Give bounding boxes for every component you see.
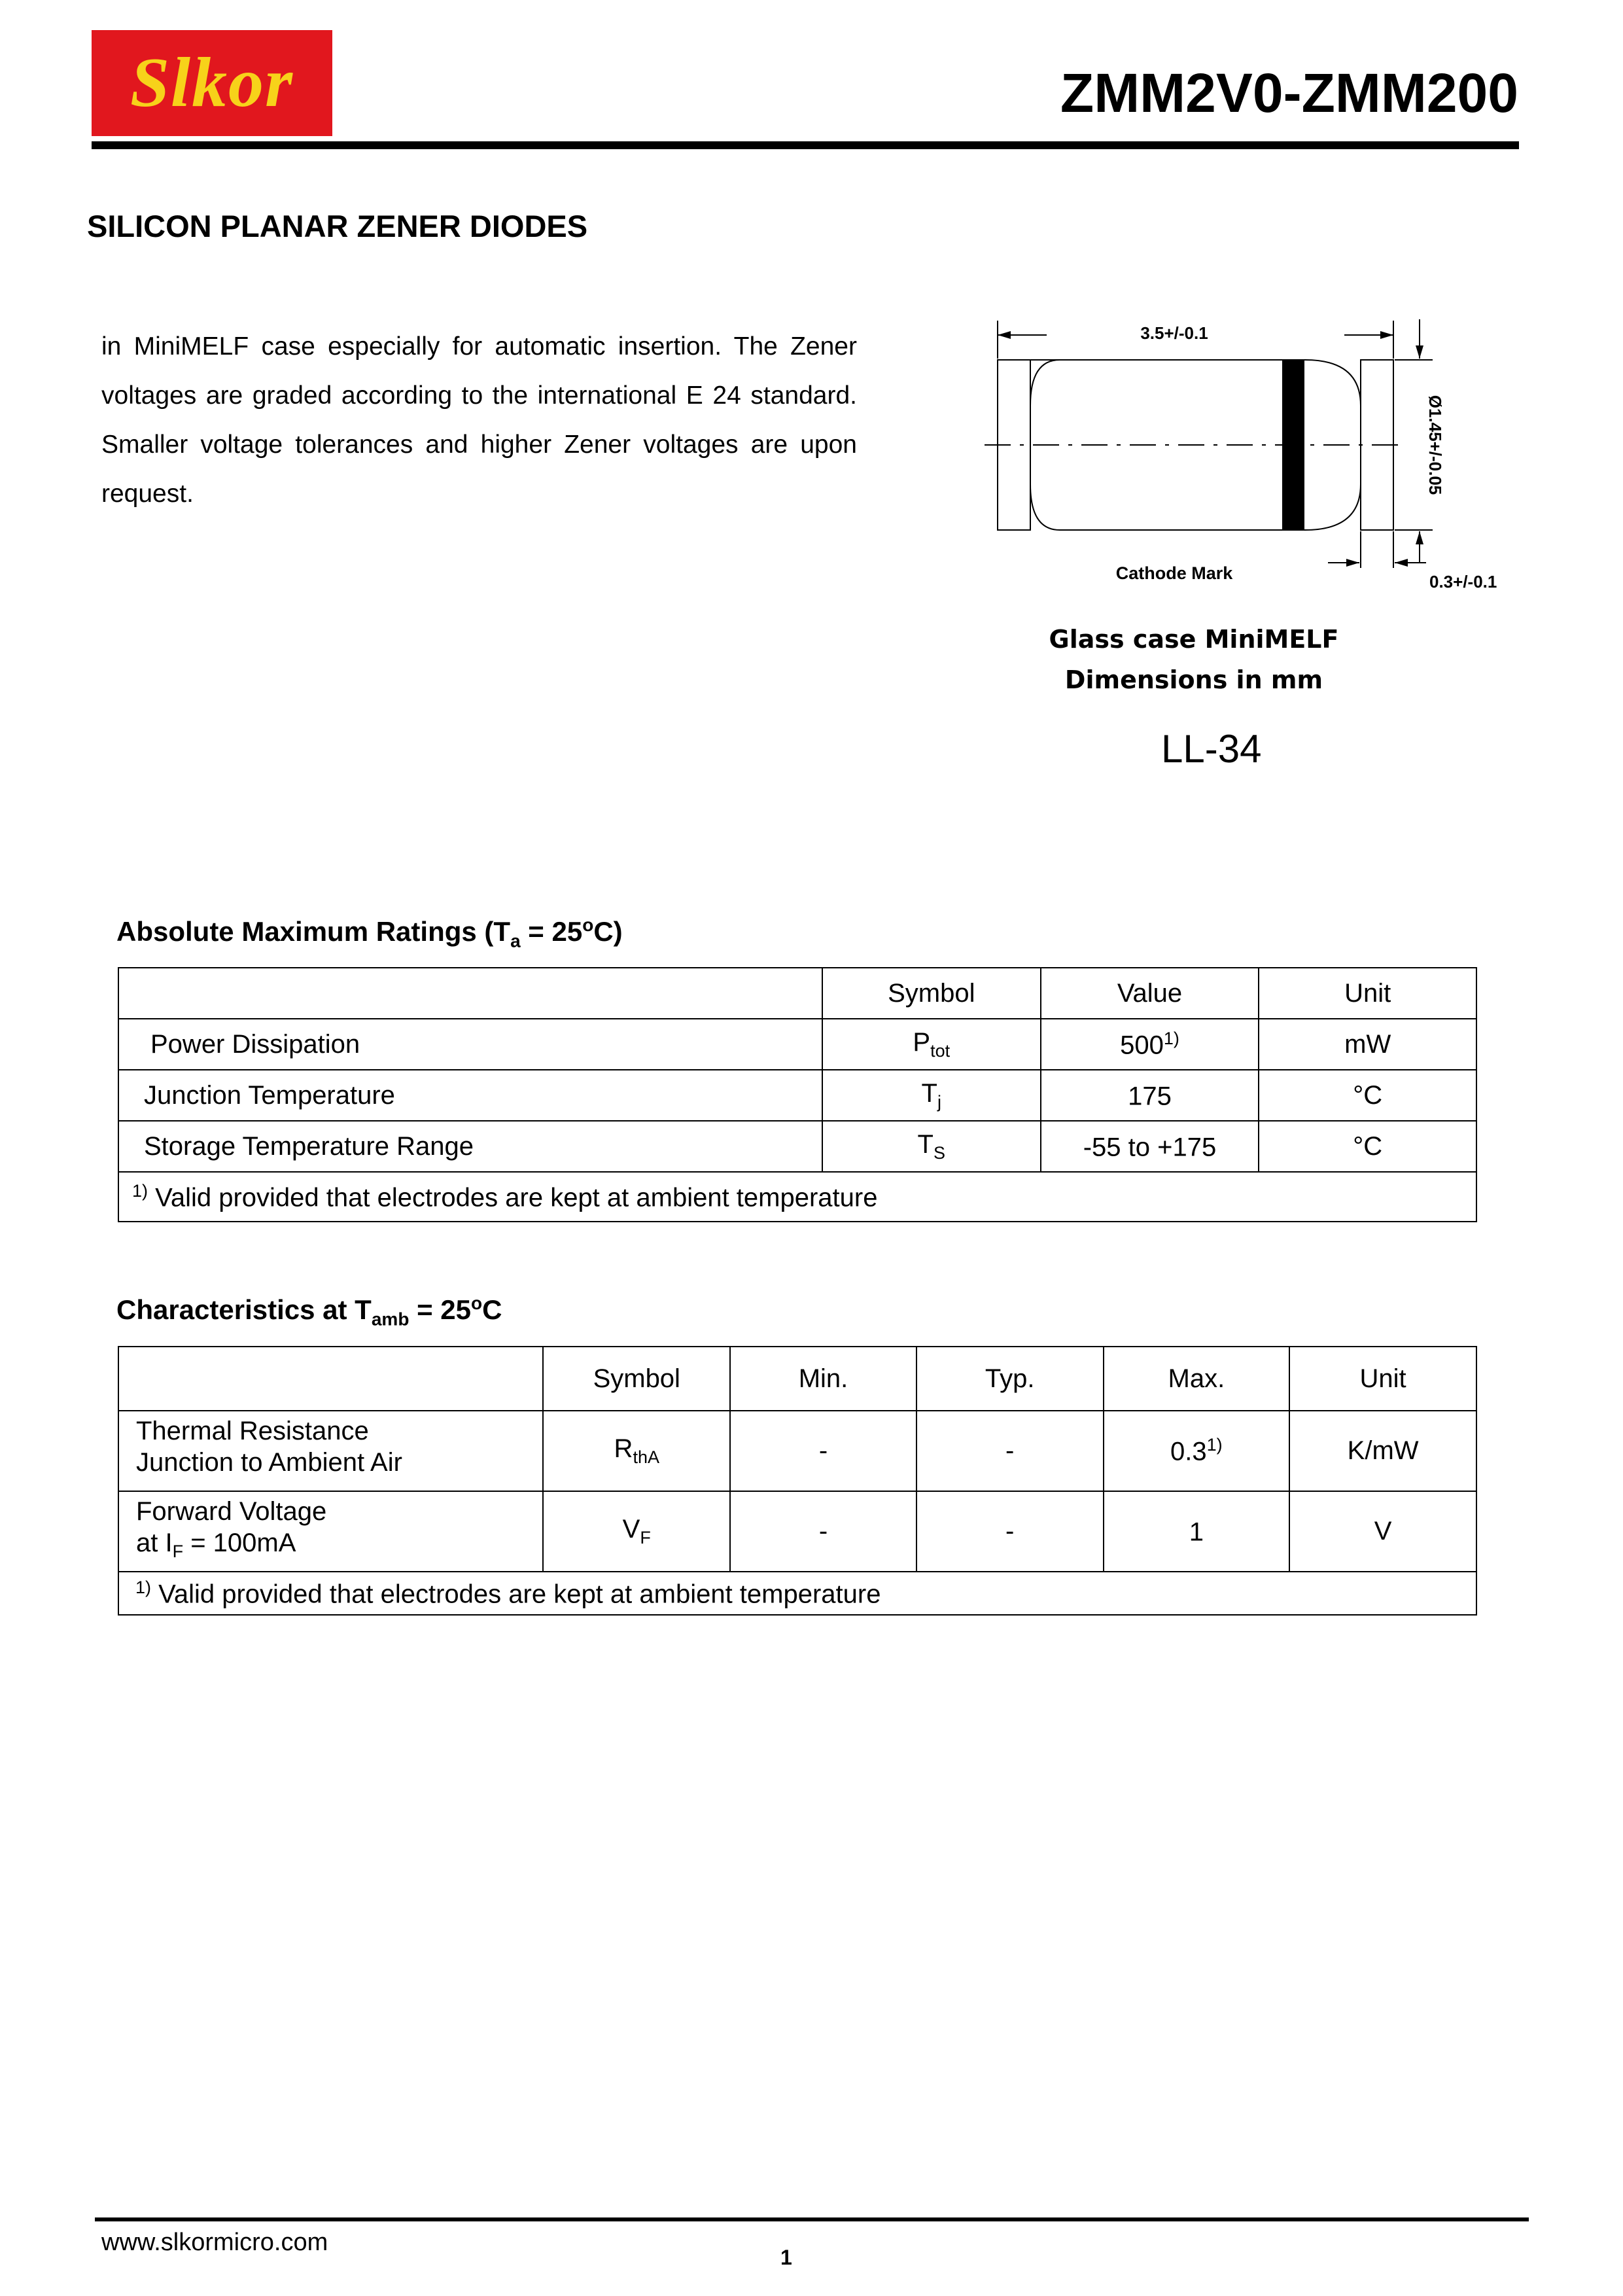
header-min: Min. <box>730 1347 916 1411</box>
footer-website-link[interactable]: www.slkormicro.com <box>101 2229 328 2256</box>
header-param <box>118 1347 543 1411</box>
footer-divider <box>95 2217 1529 2221</box>
symbol-cell: $T_S$ <box>822 1121 1041 1172</box>
header-param <box>118 968 822 1019</box>
table-note-row <box>118 1572 1476 1615</box>
cathode-mark-label: Cathode Mark <box>1115 563 1233 583</box>
header-value: Value <box>1041 968 1259 1019</box>
header-symbol: Symbol <box>822 968 1041 1019</box>
unit-cell: V <box>1289 1491 1476 1572</box>
typ-cell: - <box>916 1411 1104 1491</box>
diagram-caption-case: Glass case MiniMELF <box>1049 625 1339 654</box>
characteristics-table <box>118 1346 1477 1616</box>
company-logo <box>92 30 332 136</box>
table-header-row <box>118 968 1476 1019</box>
section-title: SILICON PLANAR ZENER DIODES <box>87 209 588 243</box>
page-number: 1 <box>780 2246 792 2269</box>
length-dimension-label: 3.5+/-0.1 <box>1140 323 1208 343</box>
ratings-title: Absolute Maximum Ratings $(T_a = 25^oC)$ <box>116 915 623 951</box>
header-max: Max. <box>1104 1347 1290 1411</box>
footnote: $^{1)}$ Valid provided that electrodes are kept at ambient temperature <box>118 1572 1476 1615</box>
package-name: LL-34 <box>1161 727 1262 771</box>
param-cell: Power Dissipation <box>118 1019 822 1070</box>
header-typ: Typ. <box>916 1347 1104 1411</box>
ratings-table <box>118 967 1477 1222</box>
unit-cell: mW <box>1259 1019 1476 1070</box>
header-symbol: Symbol <box>543 1347 730 1411</box>
table-row <box>118 1019 1476 1070</box>
table-row <box>118 1070 1476 1121</box>
symbol-cell: $V_F$ <box>543 1491 730 1572</box>
logo-text: Slkor <box>130 44 294 122</box>
document-title: ZMM2V0-ZMM200 <box>1060 62 1518 124</box>
table-header-row <box>118 1347 1476 1411</box>
min-cell: - <box>730 1491 916 1572</box>
table-row <box>118 1411 1476 1491</box>
typ-cell: - <box>916 1491 1104 1572</box>
unit-cell: °C <box>1259 1070 1476 1121</box>
diameter-dimension-label: Ø1.45+/-0.05 <box>1425 395 1445 495</box>
max-cell: 1 <box>1104 1491 1290 1572</box>
diagram-caption-units: Dimensions in mm <box>1064 665 1323 694</box>
unit-cell: K/mW <box>1289 1411 1476 1491</box>
table-note-row <box>118 1172 1476 1222</box>
param-cell: Forward Voltage at $I_F = 100mA$ <box>118 1491 543 1572</box>
header-divider <box>92 141 1519 149</box>
header-unit: Unit <box>1259 968 1476 1019</box>
param-cell: Storage Temperature Range <box>118 1121 822 1172</box>
symbol-cell: $P_{tot}$ <box>822 1019 1041 1070</box>
intro-paragraph: in MiniMELF case especially for automatic insertion. The Zener voltages are graded according to the international E 24 standard. Smaller voltage tolerances and higher Zener voltages are upon request. <box>101 332 857 508</box>
param-cell: Junction Temperature <box>118 1070 822 1121</box>
param-cell: Thermal Resistance Junction to Ambient Air <box>118 1411 543 1491</box>
header-unit: Unit <box>1289 1347 1476 1411</box>
footnote: $^{1)}$ Valid provided that electrodes are kept at ambient temperature <box>118 1172 1476 1222</box>
package-outline-diagram <box>975 308 1498 713</box>
max-cell: 0.3$^{1)}$ <box>1104 1411 1290 1491</box>
table-row <box>118 1491 1476 1572</box>
table-row <box>118 1121 1476 1172</box>
value-cell: 175 <box>1041 1070 1259 1121</box>
symbol-cell: $R_{thA}$ <box>543 1411 730 1491</box>
unit-cell: °C <box>1259 1121 1476 1172</box>
cathode-band <box>1282 360 1304 530</box>
characteristics-title: Characteristics at $T_{amb} = 25^oC$ <box>116 1293 502 1330</box>
symbol-cell: $T_j$ <box>822 1070 1041 1121</box>
cap-dimension-label: 0.3+/-0.1 <box>1429 572 1497 592</box>
value-cell: 500$^{1)}$ <box>1041 1019 1259 1070</box>
min-cell: - <box>730 1411 916 1491</box>
value-cell: -55 to +175 <box>1041 1121 1259 1172</box>
